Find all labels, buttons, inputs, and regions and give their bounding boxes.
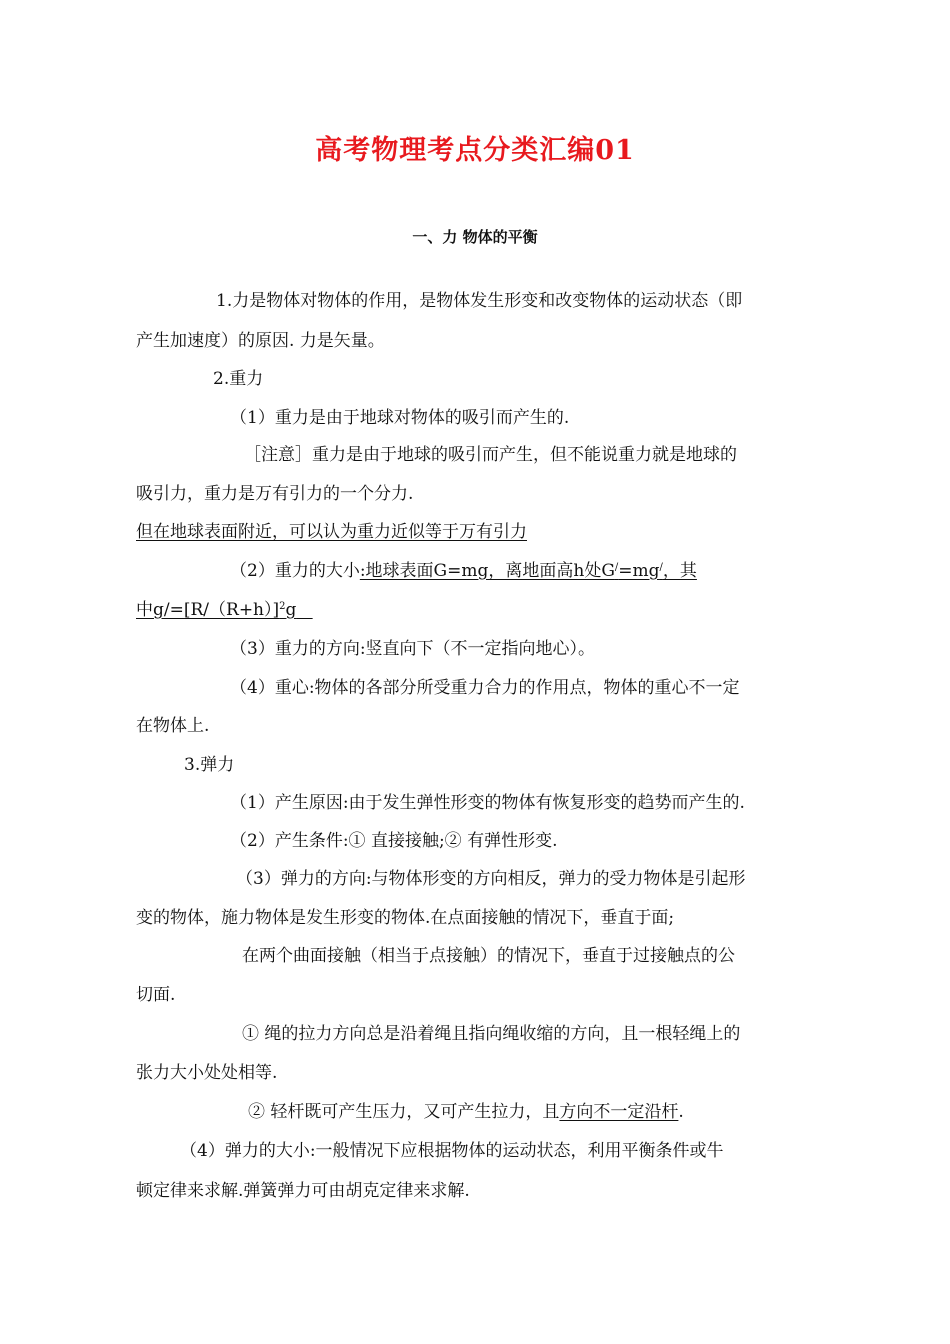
light-rod-line bbox=[248, 1100, 684, 1124]
paragraph-line: ① 绳的拉力方向总是沿着绳且指向绳收缩的方向，且一根轻绳上的 bbox=[242, 1024, 741, 1044]
text-run: g bbox=[285, 600, 297, 620]
prime-mark: / bbox=[659, 562, 663, 573]
note-line: ［注意］重力是由于地球的吸引而产生，但不能说重力就是地球的 bbox=[244, 445, 737, 465]
text-run: （2）重力的大小 bbox=[230, 561, 360, 581]
paragraph-line: 顿定律来求解.弹簧弹力可由胡克定律来求解. bbox=[136, 1181, 470, 1201]
paragraph-line: 在两个曲面接触（相当于点接触）的情况下，垂直于过接触点的公 bbox=[242, 946, 735, 966]
underlined-formula bbox=[360, 561, 697, 581]
paragraph-line: 张力大小处处相等. bbox=[136, 1063, 278, 1083]
paragraph-line: 变的物体，施力物体是发生形变的物体.在点面接触的情况下，垂直于面; bbox=[136, 908, 675, 928]
paragraph-line: （1）产生原因:由于发生弹性形变的物体有恢复形变的趋势而产生的. bbox=[230, 793, 745, 813]
text-run: =mg bbox=[618, 561, 660, 581]
paragraph-line: 产生加速度）的原因. 力是矢量。 bbox=[136, 331, 385, 351]
subheading-gravity: 2.重力 bbox=[213, 369, 264, 389]
prime-mark: / bbox=[614, 562, 619, 573]
paragraph-line: 切面. bbox=[136, 985, 176, 1005]
subheading-elastic-force: 3.弹力 bbox=[184, 755, 235, 775]
superscript: 2 bbox=[279, 601, 286, 612]
underlined-phrase: 方向不一定沿杆 bbox=[559, 1102, 679, 1122]
paragraph-line: （2）产生条件:① 直接接触;② 有弹性形变. bbox=[230, 831, 558, 851]
text-run: :地球表面G=mg，离地面高h处G bbox=[359, 561, 615, 581]
paragraph-line: （3）重力的方向:竖直向下（不一定指向地心）。 bbox=[230, 639, 596, 659]
document-title: 高考物理考点分类汇编01 bbox=[315, 135, 635, 166]
text-run: ② 轻杆既可产生压力，又可产生拉力，且 bbox=[248, 1102, 560, 1122]
paragraph-line: （4）重心:物体的各部分所受重力合力的作用点，物体的重心不一定 bbox=[230, 678, 740, 698]
paragraph-line: 吸引力，重力是万有引力的一个分力. bbox=[136, 484, 414, 504]
text-run: . bbox=[678, 1102, 684, 1122]
paragraph-line: （3）弹力的方向:与物体形变的方向相反，弹力的受力物体是引起形 bbox=[236, 869, 746, 889]
paragraph-line: 在物体上. bbox=[136, 716, 210, 736]
paragraph-line: （4）弹力的大小:一般情况下应根据物体的运动状态，利用平衡条件或牛 bbox=[180, 1141, 724, 1161]
gravity-formula-line bbox=[136, 598, 313, 622]
text-run: ，其 bbox=[662, 561, 697, 581]
underlined-note: 但在地球表面附近，可以认为重力近似等于万有引力 bbox=[136, 522, 527, 542]
text-run: 中g/=[R/（R+h）] bbox=[136, 600, 280, 620]
paragraph-line: （1）重力是由于地球对物体的吸引而产生的. bbox=[230, 408, 570, 428]
gravity-magnitude-line bbox=[230, 559, 697, 583]
section-heading: 一、力 物体的平衡 bbox=[412, 228, 538, 246]
paragraph-line: 1.力是物体对物体的作用，是物体发生形变和改变物体的运动状态（即 bbox=[216, 291, 743, 311]
